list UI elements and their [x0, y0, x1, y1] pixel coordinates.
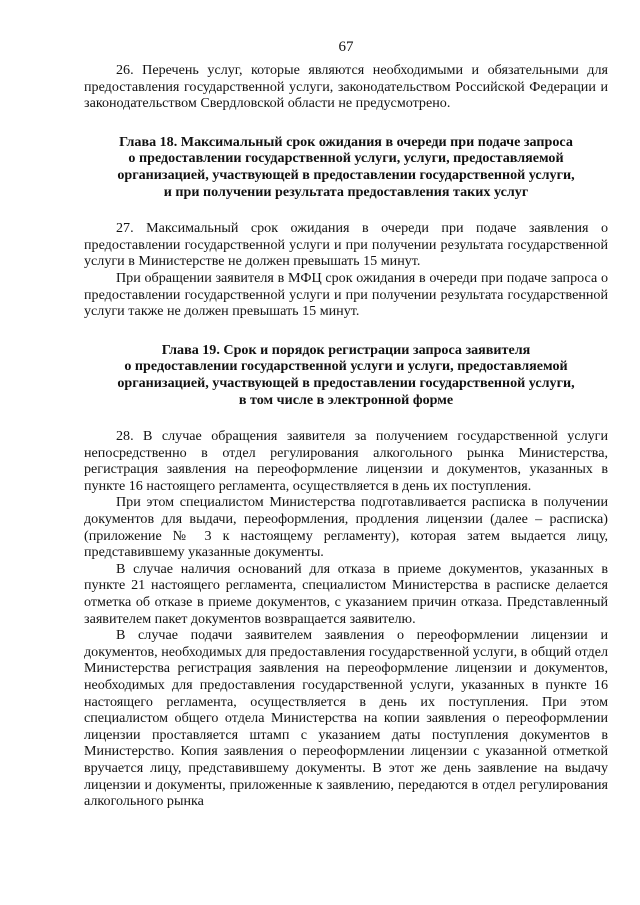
chapter-19-heading-line: в том числе в электронной форме: [238, 391, 454, 408]
paragraph-27: 27. Максимальный срок ожидания в очереди при подаче заявления о предоставлении государственной услуги и при получении результата государственной услуги в Министерстве не должен превышать 15 минут.: [84, 220, 608, 270]
chapter-19-heading-line: Глава 19. Срок и порядок регистрации запроса заявителя: [161, 341, 531, 358]
paragraph-27-mfc: При обращении заявителя в МФЦ срок ожидания в очереди при подаче запроса о предоставлении государственной услуги и при получении результата государственной услуги также не должен превышать 15 минут.: [84, 269, 608, 320]
paragraph-28: 28. В случае обращения заявителя за получением государственной услуги непосредственно в отдел регулирования алкогольного рынка Министерства, регистрация заявления на переоформление лицензии и документов, указанных в пункте 16 настоящего регламента, осуществляется в день их поступления.: [84, 428, 608, 494]
chapter-18-heading-line: и при получении результата предоставления таких услуг: [163, 183, 529, 200]
chapter-19-heading-line: о предоставлении государственной услуги и услуги, предоставляемой: [124, 358, 568, 375]
paragraph-26: 26. Перечень услуг, которые являются необходимыми и обязательными для предоставления государственной услуги, законодательством Российской Федерации и законодательством Свердловской области не предусмотрено.: [84, 62, 608, 112]
paragraph-28-general-department: В случае подачи заявителем заявления о переоформлении лицензии и документов, необходимых для предоставления государственной услуги, в общий отдел Министерства регистрация заявления на переоформление лицензии и документов, необходимых для предоставления государственной услуги, указанных в пункте 16 настоящего регламента, осуществляется в день их поступления. При этом специалистом общего отдела Министерства на копии заявления о переоформлении лицензии проставляется штамп с указанием даты поступления документов в Министерство. Копия заявления о переоформлении лицензии с указанной отметкой вручается лицу, представившему документы. В этот же день заявление на выдачу лицензии и документы, приложенные к заявлению, передаются в отдел регулирования алкогольного рынка: [84, 627, 608, 810]
chapter-19-heading: [84, 342, 608, 408]
chapter-18-heading-line: организацией, участвующей в предоставлении государственной услуги,: [117, 166, 575, 183]
chapter-18-heading-line: Глава 18. Максимальный срок ожидания в очереди при подаче запроса: [119, 133, 573, 150]
paragraph-28-receipt: При этом специалистом Министерства подготавливается расписка в получении документов для выдачи, переоформления, продления лицензии (далее – расписка) (приложение № 3 к настоящему регламенту), которая затем выдается лицу, представившему указанные документы.: [84, 494, 608, 561]
page-number: 67: [338, 39, 354, 55]
chapter-18-heading-line: о предоставлении государственной услуги, услуги, предоставляемой: [128, 150, 564, 167]
paragraph-28-refusal: В случае наличия оснований для отказа в приеме документов, указанных в пункте 21 настоящего регламента, специалистом Министерства в расписке делается отметка об отказе в приеме документов, с указанием причин отказа. Представленный заявителем пакет документов возвращается заявителю.: [84, 560, 608, 627]
chapter-19-heading-line: организацией, участвующей в предоставлении государственной услуги,: [117, 374, 575, 391]
document-page: [84, 38, 608, 810]
chapter-18-heading: [84, 134, 608, 200]
